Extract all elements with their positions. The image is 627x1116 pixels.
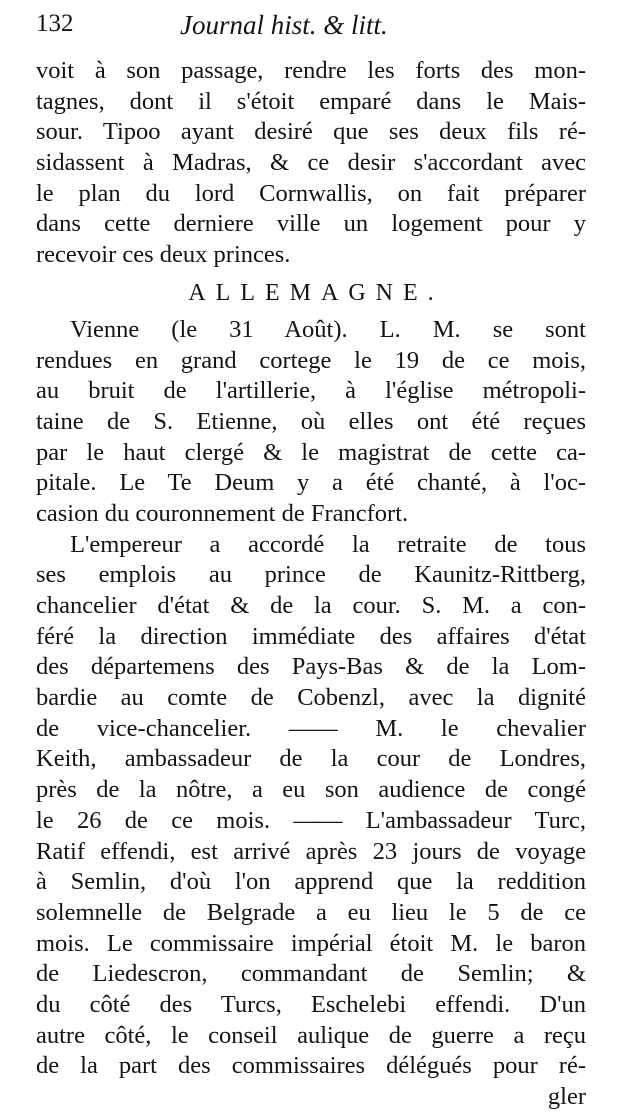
text-line: Keith, ambassadeur de la cour de Londres,	[36, 745, 586, 773]
text-line: ses emplois au prince de Kaunitz-Rittberg,	[36, 561, 586, 589]
text-line: de la part des commissaires délégués pour ré-	[36, 1052, 586, 1080]
text-line: recevoir ces deux princes.	[36, 241, 291, 269]
text-line: rendues en grand cortege le 19 de ce mois,	[36, 346, 586, 374]
text-line: voit à son passage, rendre les forts des mon-	[36, 57, 586, 84]
text-line: chancelier d'état & de la cour. S. M. a con-	[36, 592, 586, 619]
text-line: autre côté, le conseil aulique de guerre a reçu	[36, 1021, 586, 1049]
text-line: taine de S. Etienne, où elles ont été reçues	[36, 407, 586, 435]
text-line: le plan du lord Cornwallis, on fait préparer	[36, 179, 586, 207]
body-text	[36, 56, 586, 1113]
text-line: de Liedescron, commandant de Semlin; &	[36, 960, 586, 988]
text-line: bardie au comte de Cobenzl, avec la dignité	[36, 684, 586, 712]
text-line: casion du couronnement de Francfort.	[36, 499, 409, 527]
text-line: Vienne (le 31 Août). L. M. se sont	[70, 315, 586, 343]
page-header	[36, 6, 587, 40]
text-line: tagnes, dont il s'étoit emparé dans le Mais-	[36, 87, 586, 115]
text-line: mois. Le commissaire impérial étoit M. le baron	[36, 929, 586, 957]
text-line: des départemens des Pays-Bas & de la Lom-	[36, 653, 586, 681]
text-line: Ratif effendi, est arrivé après 23 jours de voyage	[36, 837, 586, 865]
text-line: solemnelle de Belgrade a eu lieu le 5 de ce	[36, 898, 586, 926]
text-line: le 26 de ce mois. —— L'ambassadeur Turc,	[36, 806, 586, 834]
running-head: Journal hist. & litt.	[180, 10, 388, 40]
paragraph-vienne	[36, 315, 586, 530]
text-line: L'empereur a accordé la retraite de tous	[70, 530, 586, 558]
paragraph-intro	[36, 56, 586, 271]
text-line: de vice-chancelier. —— M. le chevalier	[36, 714, 586, 742]
section-heading: ALLEMAGNE.	[188, 279, 444, 306]
catchword: gler	[547, 1083, 586, 1110]
text-line: à Semlin, d'où l'on apprend que la reddition	[36, 868, 586, 896]
page-number: 132	[36, 10, 74, 37]
text-line: féré la direction immédiate des affaires d'état	[36, 622, 586, 650]
paragraph-empereur	[36, 530, 586, 1113]
text-line: pitale. Le Te Deum y a été chanté, à l'oc-	[36, 469, 586, 497]
text-line: sidassent à Madras, & ce desir s'accordant avec	[36, 149, 586, 177]
text-line: au bruit de l'artillerie, à l'église métropoli-	[36, 377, 586, 405]
text-line: par le haut clergé & le magistrat de cette ca-	[36, 438, 586, 466]
text-line: sour. Tipoo ayant desiré que ses deux fils ré-	[36, 118, 586, 146]
text-line: dans cette derniere ville un logement pour y	[36, 210, 586, 238]
text-line: près de la nôtre, a eu son audience de congé	[36, 776, 586, 804]
text-line: du côté des Turcs, Eschelebi effendi. D'un	[36, 990, 586, 1018]
